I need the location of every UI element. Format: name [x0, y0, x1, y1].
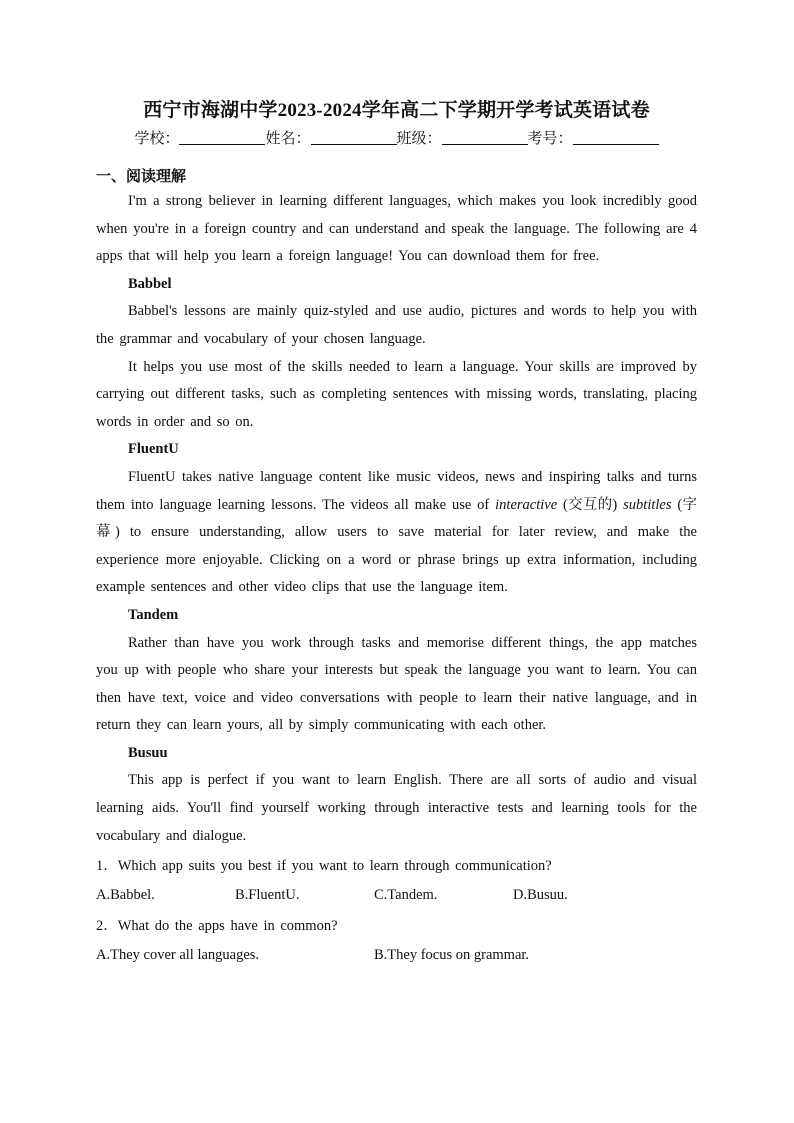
app-heading-babbel: Babbel	[128, 275, 172, 292]
gloss-subtitles: (字幕)	[96, 496, 697, 541]
option-a[interactable]: A.Babbel.	[96, 887, 155, 904]
question-2-options	[96, 941, 697, 970]
exam-number-blank[interactable]	[573, 128, 659, 145]
class-blank[interactable]	[442, 128, 528, 145]
term-subtitles: subtitles	[623, 496, 672, 513]
name-label: 姓名：	[265, 131, 311, 147]
busuu-paragraph: This app is perfect if you want to learn English. There are all sorts of audio and visual learning aids. You'll find yourself working through interactive tests and learning tools for the vocabulary and dialogue.	[96, 772, 697, 844]
school-label: 学校：	[134, 131, 180, 147]
exam-title: 西宁市海湖中学2023-2024学年高二下学期开学考试英语试卷	[143, 100, 650, 121]
term-interactive: interactive	[495, 496, 558, 513]
exam-number-label: 考号：	[527, 131, 573, 147]
app-heading-busuu: Busuu	[128, 744, 168, 761]
gloss-interactive: (交互的)	[557, 496, 624, 513]
fluentu-text-a: FluentU takes native language content like music videos, news and inspiring talks and turns them into language learning lessons. The videos all make use of	[96, 468, 697, 513]
option-c[interactable]: C.Tandem.	[374, 887, 438, 904]
babbel-paragraph-2: It helps you use most of the skills needed to learn a language. Your skills are improved by carrying out different tasks, such as completing sentences with missing words, translating, placing words in order and so on.	[96, 358, 697, 430]
babbel-paragraph-1: Babbel's lessons are mainly quiz-styled and use audio, pictures and words to help you with the grammar and vocabulary of your chosen language.	[96, 303, 697, 347]
option-b[interactable]: B.FluentU.	[235, 887, 300, 904]
app-heading-tandem: Tandem	[128, 606, 179, 623]
tandem-paragraph: Rather than have you work through tasks and memorise different things, the app matches you up with people who share your interests but speak the language you want to learn. You can then have text, voice and video conversations with people to learn their native language, and in return they can learn yours, all by simply communicating with each other.	[96, 634, 697, 734]
fluentu-paragraph	[96, 464, 697, 602]
section-title: 一、阅读理解	[96, 169, 187, 185]
question-1-stem: 1．Which app suits you best if you want to learn through communication?	[96, 858, 552, 875]
fluentu-text-b: to ensure understanding, allow users to save material for later review, and make the experience more enjoyable. Clicking on a word or phrase brings up extra information, including example sentences and other video clips that use the language item.	[96, 524, 697, 596]
student-info-line	[96, 126, 697, 152]
class-label: 班级：	[396, 131, 442, 147]
intro-paragraph: I'm a strong believer in learning different languages, which makes you look incredibly good when you're in a foreign country and can understand and speak the language. The following are 4 apps that will help you learn a foreign language! You can download them for free.	[96, 193, 697, 265]
app-heading-fluentu: FluentU	[128, 441, 179, 458]
question-2-stem: 2．What do the apps have in common?	[96, 918, 338, 935]
question-1-options	[96, 881, 697, 910]
option-d[interactable]: D.Busuu.	[513, 887, 568, 904]
name-blank[interactable]	[311, 128, 397, 145]
exam-page	[96, 96, 697, 970]
school-blank[interactable]	[179, 128, 265, 145]
option-b[interactable]: B.They focus on grammar.	[374, 947, 530, 964]
option-a[interactable]: A.They cover all languages.	[96, 947, 260, 964]
